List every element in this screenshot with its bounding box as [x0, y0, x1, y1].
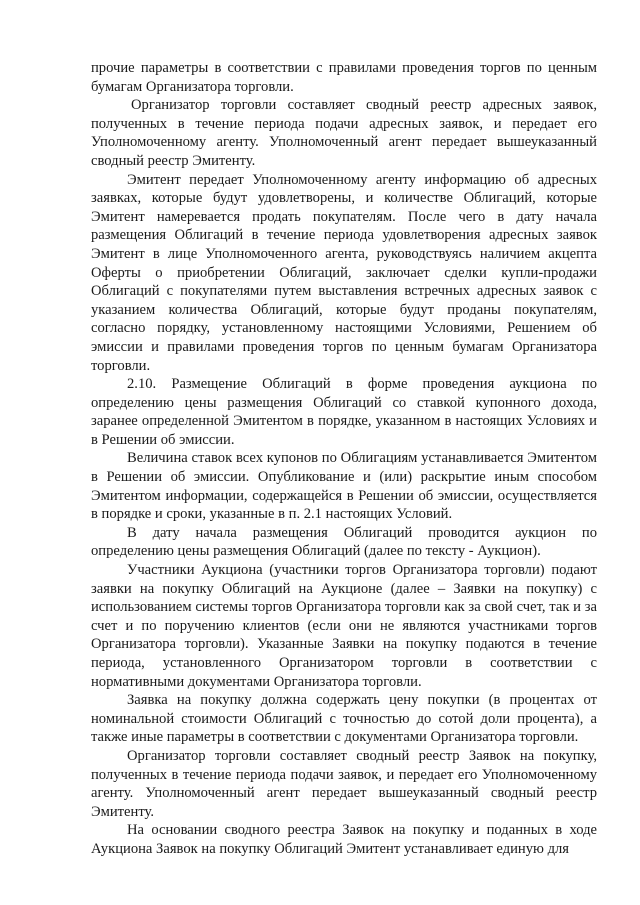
paragraph-7: Участники Аукциона (участники торгов Организатора торговли) подают заявки на покупку Облигаций на Аукционе (далее – Заявки на покупку) с использованием системы торгов Организатора торговли как за свой счет, так и за счет и по поручению клиентов (если они не являются участниками торгов Организатора торговли). Указанные Заявки на покупку подаются в течение периода, установленного Организатором торговли в соответствии с нормативными документами Организатора торговли.: [91, 562, 597, 690]
paragraph-9: Организатор торговли составляет сводный реестр Заявок на покупку, полученных в течение периода подачи заявок, и передает его Уполномоченному агенту. Уполномоченный агент передает вышеуказанный сводный реестр Эмитенту.: [91, 747, 597, 820]
paragraph-10: На основании сводного реестра Заявок на покупку и поданных в ходе Аукциона Заявок на покупку Облигаций Эмитент устанавливает единую для: [91, 822, 597, 857]
paragraph-8: Заявка на покупку должна содержать цену покупки (в процентах от номинальной стоимости Облигаций с точностью до сотой доли процента), а также иные параметры в соответствии с документами Организатора торговли.: [91, 692, 597, 746]
paragraph-6: В дату начала размещения Облигаций проводится аукцион по определению цены размещения Облигаций (далее по тексту - Аукцион).: [91, 524, 597, 560]
paragraph-5: Величина ставок всех купонов по Облигациям устанавливается Эмитентом в Решении об эмиссии. Опубликование и (или) раскрытие иным способом Эмитентом информации, содержащейся в Решении об эмиссии, осуществляется в порядке и сроки, указанные в п. 2.1 настоящих Условий.: [91, 450, 597, 523]
paragraph-4-section-2-10: 2.10. Размещение Облигаций в форме проведения аукциона по определению цены размещения Облигаций со ставкой купонного дохода, заранее определенной Эмитентом в порядке, указанном в настоящих Условиях и в Решении об эмиссии.: [91, 376, 597, 448]
paragraph-2: Организатор торговли составляет сводный реестр адресных заявок, полученных в течение периода подачи адресных заявок, и передает его Уполномоченному агенту. Уполномоченный агент передает вышеуказанный сводный реестр Эмитенту.: [91, 97, 597, 169]
paragraph-3: Эмитент передает Уполномоченному агенту информацию об адресных заявках, которые будут удовлетворены, и количестве Облигаций, которые Эмитент намеревается продать покупателям. После чего в дату начала размещения Облигаций в течение периода удовлетворения адресных заявок Эмитент в лице Уполномоченного агента, руководствуясь наличием акцепта Оферты о приобретении Облигаций, заключает сделки купли-продажи Облигаций с покупателями путем выставления встречных адресных заявок с указанием количества Облигаций, которые будут проданы покупателям, согласно порядку, установленному настоящими Условиями, Решением об эмиссии и правилами проведения торгов по ценным бумагам Организатора торговли.: [91, 171, 597, 374]
document-page: [91, 59, 597, 859]
paragraph-1: прочие параметры в соответствии с правилами проведения торгов по ценным бумагам Организатора торговли.: [91, 60, 597, 95]
